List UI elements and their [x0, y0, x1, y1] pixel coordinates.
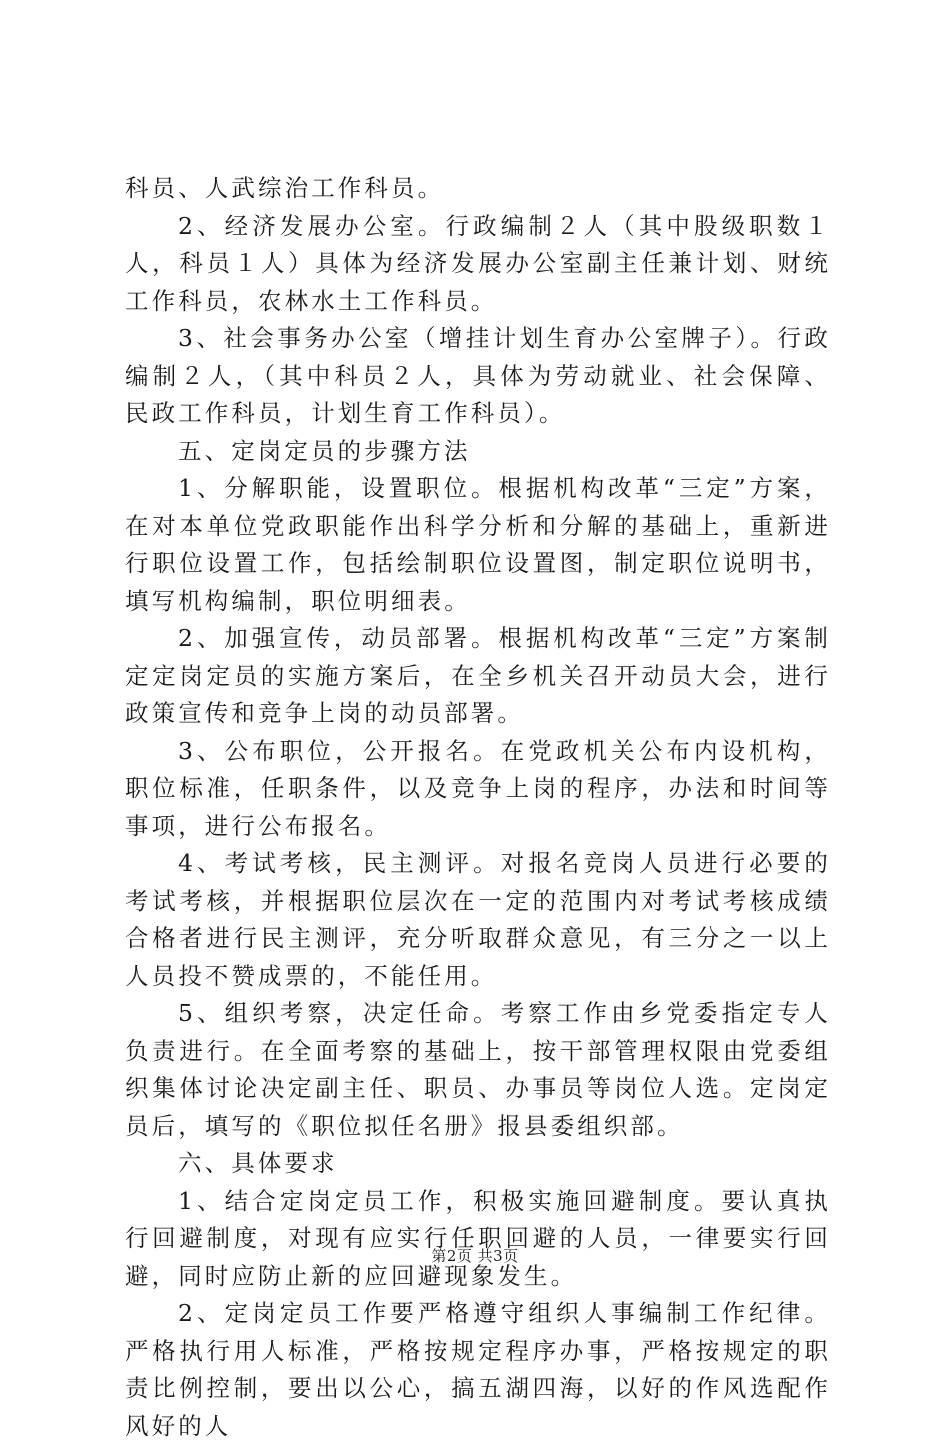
paragraph-8: 5、组织考察，决定任命。考察工作由乡党委指定专人负责进行。在全面考察的基础上，按干部管理权限由党委组织集体讨论决定副主任、职员、办事员等岗位人选。定岗定员后，填写的《职位拟任名册》报县委组织部。 — [125, 999, 831, 1140]
paragraph-0: 科员、人武综治工作科员。 — [125, 174, 445, 202]
paragraph-5: 2、加强宣传，动员部署。根据机构改革“三定”方案制定定岗定员的实施方案后，在全乡机关召开动员大会，进行政策宣传和竞争上岗的动员部署。 — [125, 624, 831, 727]
paragraph-2: 3、社会事务办公室（增挂计划生育办公室牌子）。行政编制２人，（其中科员２人，具体为劳动就业、社会保障、民政工作科员，计划生育工作科员）。 — [125, 324, 831, 427]
paragraph-11: 2、定岗定员工作要严格遵守组织人事编制工作纪律。严格执行用人标准，严格按规定程序办事，严格按规定的职责比例控制，要出以公心，搞五湖四海，以好的作风选配作风好的人 — [125, 1299, 831, 1440]
paragraph-7: 4、考试考核，民主测评。对报名竞岗人员进行必要的考试考核，并根据职位层次在一定的范围内对考试考核成绩合格者进行民主测评，充分听取群众意见，有三分之一以上人员投不赞成票的，不能任用。 — [125, 849, 831, 990]
section-heading-5: 五、定岗定员的步骤方法 — [178, 436, 471, 465]
page-footer: 第2页 共3页 — [431, 1247, 519, 1265]
section-heading-6: 六、具体要求 — [178, 1149, 338, 1177]
paragraph-6: 3、公布职位，公开报名。在党政机关公布内设机构，职位标准，任职条件，以及竞争上岗的程序，办法和时间等事项，进行公布报名。 — [125, 736, 831, 840]
paragraph-4: 1、分解职能，设置职位。根据机构改革“三定”方案，在对本单位党政职能作出科学分析和分解的基础上，重新进行职位设置工作，包括绘制职位设置图，制定职位说明书，填写机构编制，职位明细表。 — [125, 474, 831, 615]
paragraph-10: 1、结合定岗定员工作，积极实施回避制度。要认真执行回避制度，对现有应实行任职回避的人员，一律要实行回避，同时应防止新的应回避现象发生。 — [125, 1186, 831, 1290]
paragraph-1: 2、经济发展办公室。行政编制２人（其中股级职数１人，科员１人）具体为经济发展办公室副主任兼计划、财统工作科员，农林水土工作科员。 — [125, 211, 831, 315]
